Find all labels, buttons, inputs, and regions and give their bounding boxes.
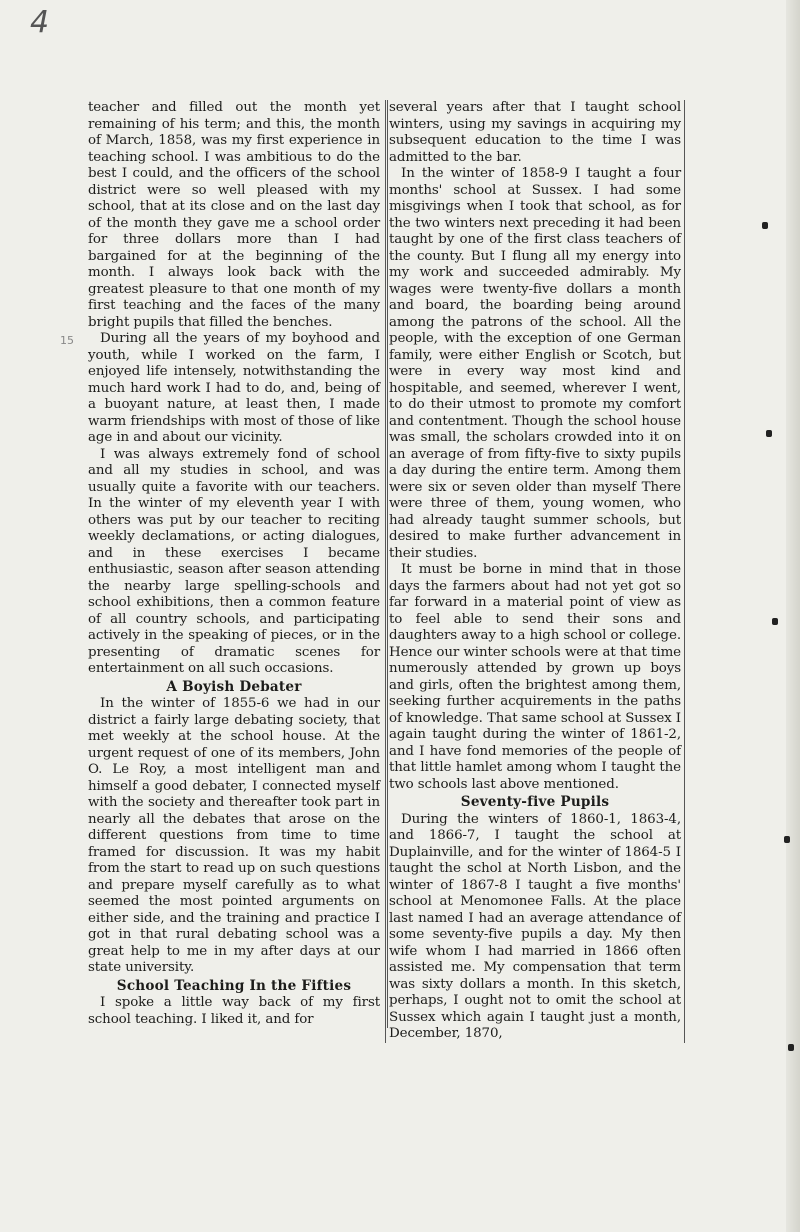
paragraph: During the winters of 1860-1, 1863-4, and 1866-7, I taught the school at Duplainville, and for the winter of 1864-5 I taught the schol at North Lisbon, and the winter of 1867-8 I taught a five months' school at Menomonee Falls. At the place last named I had an average attendance of some seventy-five pupils a day. My then wife whom I had married in 1866 often assisted me. My compensation that term was sixty dollars a month. In this sketch, perhaps, I ought not to omit the school at Sussex which again I taught just a month, December, 1870,: [389, 811, 681, 1041]
right-column: [389, 100, 681, 1043]
section-heading: School Teaching In the Fifties: [116, 977, 352, 994]
scan-speck: [766, 430, 772, 437]
scan-speck: [788, 1044, 794, 1051]
paragraph: In the winter of 1858-9 I taught a four months' school at Sussex. I had some misgivings when I took that school, as for the two winters next preceding it had been taught by one of the first class teachers of the county. But I flung all my energy into my work and succeeded admirably. My wages were twenty-five dollars a month and board, the boarding being around among the patrons of the school. All the people, with the exception of one German family, were either English or Scotch, but were in every way most kind and hospitable, and seemed, wherever I went, to do their utmost to promote my comfort and contentment. Though the school house was small, the scholars crowded into it on an average of from fifty-five to sixty pupils a day during the entire term. Among them were six or seven older than myself There were three of them, young women, who had already taught summer schools, but desired to make further advancement in their studies.: [389, 166, 681, 561]
paragraph: In the winter of 1855-6 we had in our district a fairly large debating society, that met weekly at the school house. At the urgent request of one of its members, John O. Le Roy, a most intelligent man and himself a good debater, I connected myself with the society and thereafter took part in nearly all the debates that arose on the different questions from time to time framed for discussion. It was my habit from the start to read up on such questions and prepare myself carefully as to what seemed the most pointed arguments on either side, and the training and practice I got in that rural debating school was a great help to me in my after days at our state university.: [88, 696, 380, 975]
margin-mark: 15: [60, 334, 74, 347]
section-heading: Seventy-five Pupils: [460, 794, 610, 810]
scan-speck: [772, 618, 778, 625]
page-number: 4: [30, 5, 50, 40]
paragraph: several years after that I taught school winters, using my savings in acquiring my subsequent education to the time I was admitted to the bar.: [389, 100, 681, 165]
paragraph: I spoke a little way back of my first school teaching. I liked it, and for: [88, 995, 380, 1027]
paragraph: I was always extremely fond of school and all my studies in school, and was usually quite a favorite with our teachers. In the winter of my eleventh year I with others was put by our teacher to reciting weekly declamations, or acting dialogues, and in these exercises I became enthusiastic, season after season attending the nearby large spelling-schools and school exhibitions, then a common feature of all country schools, and participating actively in the speaking of pieces, or in the presenting of dramatic scenes for entertainment on all such occasions.: [88, 446, 380, 676]
scan-speck: [762, 222, 768, 229]
scan-speck: [784, 836, 790, 843]
paragraph: It must be borne in mind that in those days the farmers about had not yet got so far forward in a material point of view as to feel able to send their sons and daughters away to a high school or college. Hence our winter schools were at that time numerously attended by grown up boys and girls, often the brightest among them, seeking further acquirements in the paths of knowledge. That same school at Sussex I again taught during the winter of 1861-2, and I have fond memories of the people of that little hamlet among whom I taught the two schools last above mentioned.: [389, 562, 681, 792]
section-heading: A Boyish Debater: [166, 678, 302, 695]
paragraph: During all the years of my boyhood and youth, while I worked on the farm, I enjoyed life intensely, notwithstanding the much hard work I had to do, and, being of a buoyant nature, at least then, I made warm friendships with most of those of like age in and about our vicinity.: [88, 331, 380, 445]
paragraph: teacher and filled out the month yet remaining of his term; and this, the month of March, 1858, was my first experience in teaching school. I was ambitious to do the best I could, and the officers of the school district were so well pleased with my school, that at its close and on the last day of the month they gave me a school order for three dollars more than I had bargained for at the beginning of the month. I always look back with the greatest pleasure to that one month of my first teaching and the faces of the many bright pupils that filled the benches.: [88, 100, 380, 330]
left-column: [88, 100, 380, 1028]
